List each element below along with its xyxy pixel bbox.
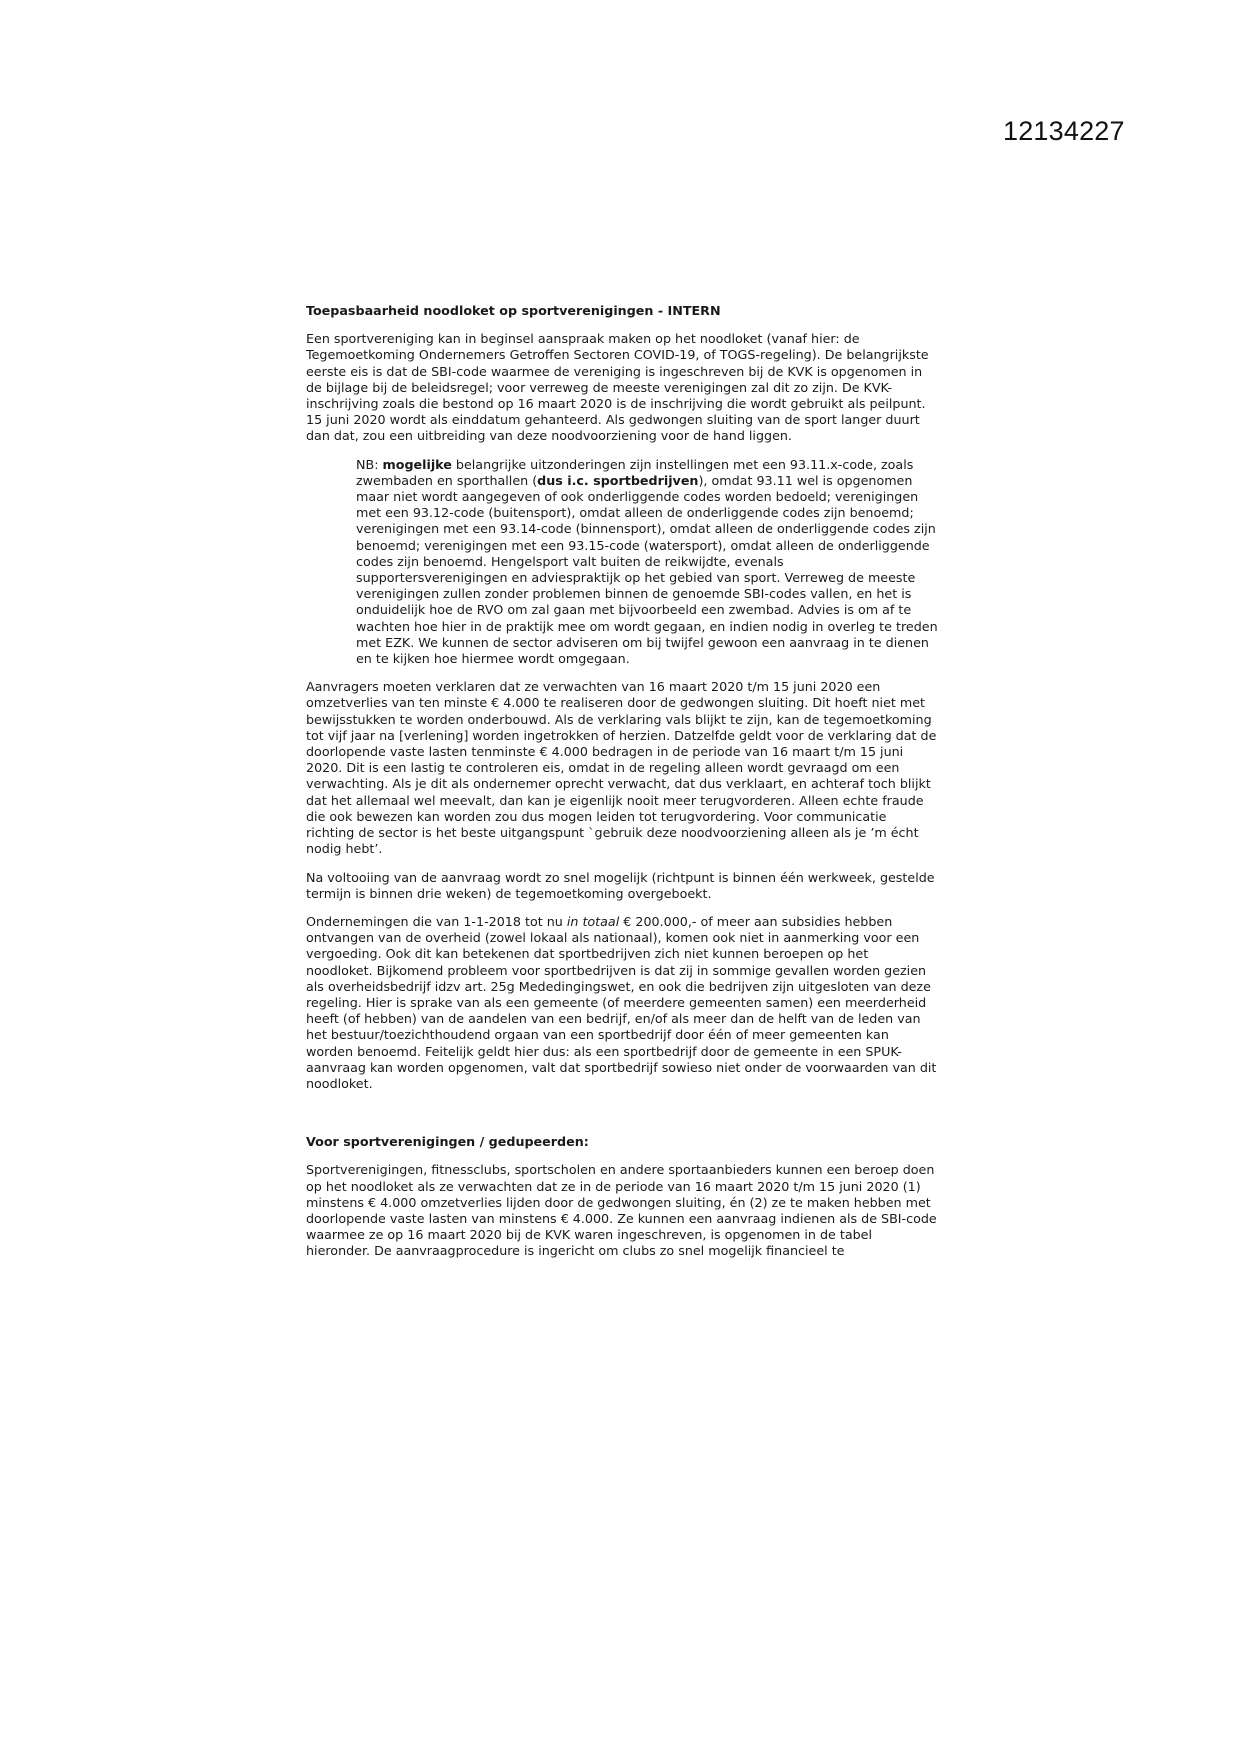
document-id: 12134227 [1003, 116, 1125, 146]
paragraph-subsidies [306, 914, 938, 1092]
note-text-1: belangrijke uitzonderingen zijn instellingen met een 93.11.x-code, zoals zwembaden en sporthallen ( [356, 456, 914, 488]
document-heading: Toepasbaarheid noodloket op sportverenigingen - INTERN [306, 303, 721, 318]
note-block [356, 457, 938, 668]
subsidies-text-2: € 200.000,- of meer aan subsidies hebben ontvangen van de overheid (zowel lokaal als nationaal), komen ook niet in aanmerking voor een vergoeding. Ook dit kan betekenen dat sportbedrijven zich niet kunnen beroepen op het noodloket. Bijkomend probleem voor sportbedrijven is dat zij in sommige gevallen worden gezien als overheidsbedrijf idzv art. 25g Mededingingswet, en ook die bedrijven zijn uitgesloten van deze regeling. Hier is sprake van als een gemeente (of meerdere gemeenten samen) een meerderheid heeft (of hebben) van de aandelen van een bedrijf, en/of als meer dan de helft van de leden van het bestuur/toezichthoudend orgaan van een sportbedrijf door één of meer gemeenten kan worden benoemd. Feitelijk geldt hier dus: als een sportbedrijf door de gemeente in een SPUK-aanvraag kan worden opgenomen, valt dat sportbedrijf sowieso niet onder de voorwaarden van dit noodloket. [306, 913, 937, 1091]
note-text-2: ), omdat 93.11 wel is opgenomen maar niet wordt aangegeven of ook onderliggende codes worden bedoeld; verenigingen met een 93.12-code (buitensport), omdat alleen de onderliggende codes zijn benoemd; verenigingen met een 93.14-code (binnensport), omdat alleen de onderliggende codes zijn benoemd; verenigingen met een 93.15-code (watersport), omdat alleen de onderliggende codes zijn benoemd. Hengelsport valt buiten de reikwijdte, evenals supportersverenigingen en adviespraktijk op het gebied van sport. Verreweg de meeste verenigingen zullen zonder problemen binnen de genoemde SBI-codes vallen, en het is onduidelijk hoe de RVO om zal gaan met bijvoorbeeld een zwembad. Advies is om af te wachten hoe hier in de praktijk mee om wordt gegaan, en indien nodig in overleg te treden met EZK. We kunnen de sector adviseren om bij twijfel gewoon een aanvraag in te dienen en te kijken hoe hiermee wordt omgegaan. [356, 472, 938, 667]
note-bold-mogelijke: mogelijke [382, 456, 452, 472]
section-heading: Voor sportverenigingen / gedupeerden: [306, 1134, 589, 1150]
subsidies-text-1: Ondernemingen die van 1-1-2018 tot nu [306, 913, 567, 929]
paragraph-sport-associations: Sportverenigingen, fitnessclubs, sportscholen en andere sportaanbieders kunnen een beroep doen op het noodloket als ze verwachten dat ze in de periode van 16 maart 2020 t/m 15 juni 2020 (1) minstens € 4.000 omzetverlies lijden door de gedwongen sluiting, én (2) ze te maken hebben met doorlopende vaste lasten van minstens € 4.000. Ze kunnen een aanvraag indienen als de SBI-code waarmee ze op 16 maart 2020 bij de KVK waren ingeschreven, is opgenomen in de tabel hieronder. De aanvraagprocedure is ingericht om clubs zo snel mogelijk financieel te [306, 1162, 937, 1259]
note-bold-sportbedrijven: dus i.c. sportbedrijven [537, 472, 699, 488]
subsidies-italic-total: in totaal [566, 913, 620, 929]
note-prefix: NB: [356, 456, 383, 472]
paragraph-applicants: Aanvragers moeten verklaren dat ze verwachten van 16 maart 2020 t/m 15 juni 2020 een omzetverlies van ten minste € 4.000 te realiseren door de gedwongen sluiting. Dit hoeft niet met bewijsstukken te worden onderbouwd. Als de verklaring vals blijkt te zijn, kan de tegemoetkoming tot vijf jaar na [verlening] worden ingetrokken of herzien. Datzelfde geldt voor de verklaring dat de doorlopende vaste lasten tenminste € 4.000 bedragen in de periode van 16 maart t/m 15 juni 2020. Dit is een lastig te controleren eis, omdat in de regeling alleen wordt gevraagd om een verwachting. Als je dit als ondernemer oprecht verwacht, dat dus verklaart, en achteraf toch blijkt dat het allemaal wel meevalt, dan kan je eigenlijk nooit meer terugvorderen. Alleen echte fraude die ook bewezen kan worden zou dus mogen leiden tot terugvordering. Voor communicatie richting de sector is het beste uitgangspunt `gebruik deze noodvoorziening alleen als je ’m écht nodig hebt’. [306, 679, 937, 857]
paragraph-intro: Een sportvereniging kan in beginsel aanspraak maken op het noodloket (vanaf hier: de Tegemoetkoming Ondernemers Getroffen Sectoren COVID-19, of TOGS-regeling). De belangrijkste eerste eis is dat de SBI-code waarmee de vereniging is ingeschreven bij de KVK is opgenomen in de bijlage bij de beleidsregel; voor verreweg de meeste verenigingen zal dit zo zijn. De KVK-inschrijving zoals die bestond op 16 maart 2020 is de inschrijving die wordt gebruikt als peilpunt. 15 juni 2020 wordt als einddatum gehanteerd. Als gedwongen sluiting van de sport langer duurt dan dat, zou een uitbreiding van deze noodvoorziening voor de hand liggen. [306, 331, 929, 444]
document-body [306, 303, 938, 1272]
paragraph-transfer: Na voltooiing van de aanvraag wordt zo snel mogelijk (richtpunt is binnen één werkweek, gestelde termijn is binnen drie weken) de tegemoetkoming overgeboekt. [306, 869, 935, 901]
